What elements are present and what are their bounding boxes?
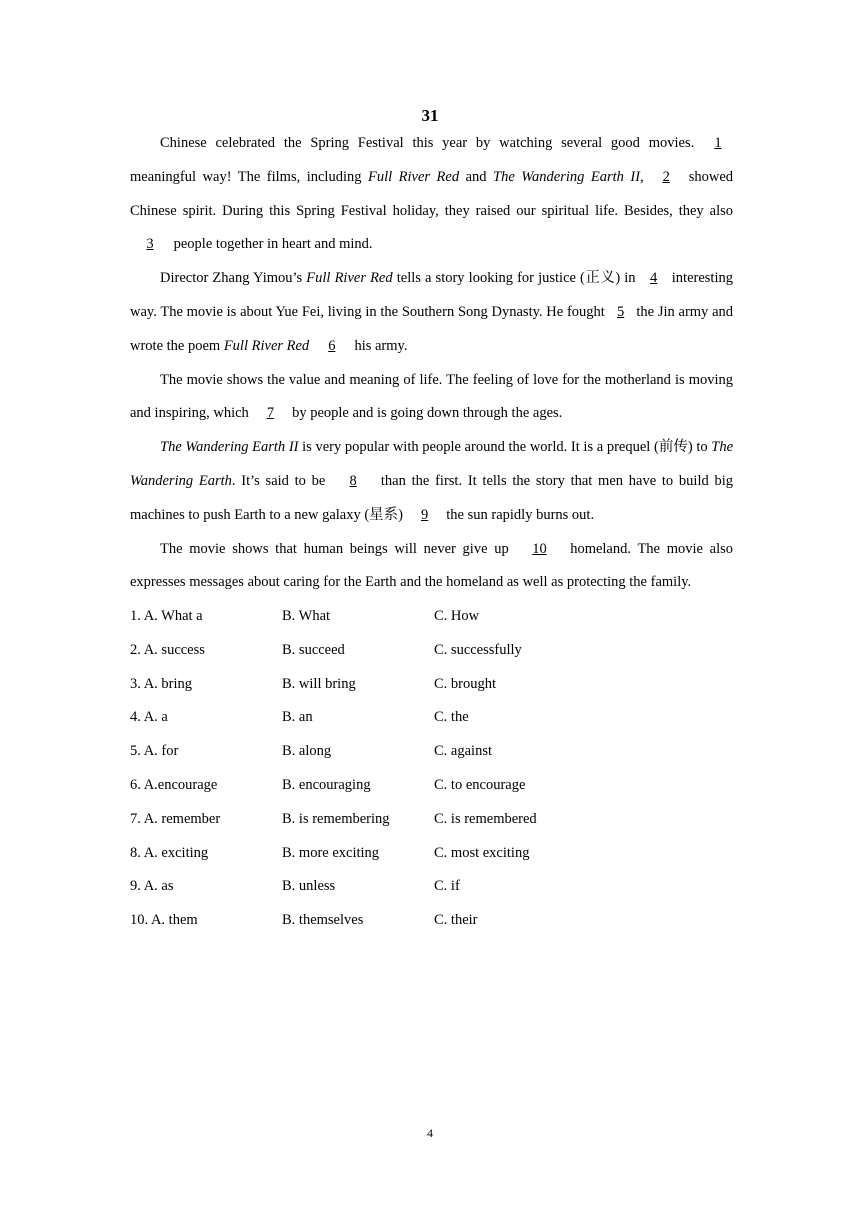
option-row [130,870,733,904]
passage-text: interesting way. The movie is about Yue Fei, living in the Southern Song Dynasty. He fought [130,270,733,320]
passage-text: The movie shows that human beings will never give up [160,540,509,557]
passage-text: by people and is going down through the ages. [292,405,563,422]
paragraph-4 [130,431,733,532]
paragraph-1 [130,127,733,262]
option-b: B. succeed [282,641,345,658]
blank-7: 7 [266,405,275,422]
option-row [130,668,733,702]
passage-text: homeland. The movie also expresses messages about caring for the Earth and the homeland as well as protecting the family. [130,540,734,591]
option-a: 8. A. exciting [130,844,209,861]
poem-title: Full River Red [223,337,310,354]
passage-text: than the first. It tells the story that men have to build big machines to push Earth to a new galaxy (星系) [130,472,734,523]
passage-text: the Jin army and wrote the poem [130,303,734,354]
movie-title: Full River Red [368,168,460,185]
blank-5: 5 [616,303,625,320]
movie-title: The Wandering Earth II [160,439,299,456]
option-a: 7. A. remember [130,810,221,827]
passage [130,127,733,600]
paragraph-5 [130,533,733,601]
blank-10: 10 [532,540,547,557]
passage-text: is very popular with people around the world. It is a prequel (前传) to [302,439,708,456]
paragraph-2 [130,262,733,363]
blank-9: 9 [421,506,429,523]
option-row [130,735,733,769]
passage-text: showed Chinese spirit. During this Spring Festival holiday, they raised our spiritual life. Besides, they also [130,168,734,219]
option-c: C. most exciting [434,844,530,861]
option-c: C. against [434,743,492,760]
passage-text: his army. [354,337,408,354]
blank-8: 8 [349,472,357,489]
option-a: 5. A. for [130,743,179,760]
answer-options [130,600,733,938]
passage-text: , [640,168,644,185]
page-title: 31 [421,106,439,125]
blank-4: 4 [650,270,658,287]
option-a: 6. A.encourage [130,776,218,793]
option-c: C. their [434,912,478,929]
passage-text: Director Zhang Yimou’s [160,270,303,287]
option-b: B. What [282,608,331,624]
option-c: C. to encourage [434,776,526,793]
option-row [130,769,733,803]
option-c: C. How [434,608,480,624]
blank-1: 1 [714,135,722,151]
option-a: 2. A. success [130,641,205,658]
option-b: B. encouraging [282,776,371,793]
paragraph-3 [130,364,733,432]
option-row [130,600,733,634]
option-c: C. is remembered [434,810,537,827]
blank-2: 2 [662,168,670,185]
passage-text: Chinese celebrated the Spring Festival this year by watching several good movies. [160,135,695,151]
option-b: B. more exciting [282,844,380,861]
option-row [130,803,733,837]
option-row [130,904,733,938]
movie-title: The Wandering Earth II [493,168,641,185]
passage-text: and [465,168,487,185]
option-row [130,837,733,871]
option-c: C. brought [434,675,497,692]
option-c: C. the [434,709,469,726]
option-c: C. if [434,878,460,895]
option-a: 4. A. a [130,709,168,726]
movie-title: The Wandering Earth [130,439,734,489]
blank-3: 3 [146,236,154,253]
option-b: B. is remembering [282,810,390,827]
option-row [130,634,733,668]
option-a: 9. A. as [130,878,174,895]
blank-6: 6 [328,337,336,354]
option-a: 1. A. What a [130,608,203,624]
option-b: B. unless [282,878,336,895]
passage-text: meaningful way! The films, including [130,168,362,185]
passage-text: tells a story looking for justice (正义) in [396,270,636,287]
passage-text: people together in heart and mind. [173,236,373,253]
option-b: B. along [282,743,332,760]
option-row [130,701,733,735]
passage-text: the sun rapidly burns out. [446,506,595,523]
page-number: 4 [427,1126,433,1140]
option-c: C. successfully [434,641,522,658]
option-b: B. themselves [282,912,364,929]
movie-title: Full River Red [306,270,393,287]
passage-text: . It’s said to be [231,472,326,489]
option-a: 10. A. them [130,912,198,929]
passage-text: The movie shows the value and meaning of life. The feeling of love for the motherland is moving and inspiring, which [130,371,733,422]
option-b: B. an [282,709,313,726]
option-b: B. will bring [282,675,356,692]
option-a: 3. A. bring [130,675,193,692]
